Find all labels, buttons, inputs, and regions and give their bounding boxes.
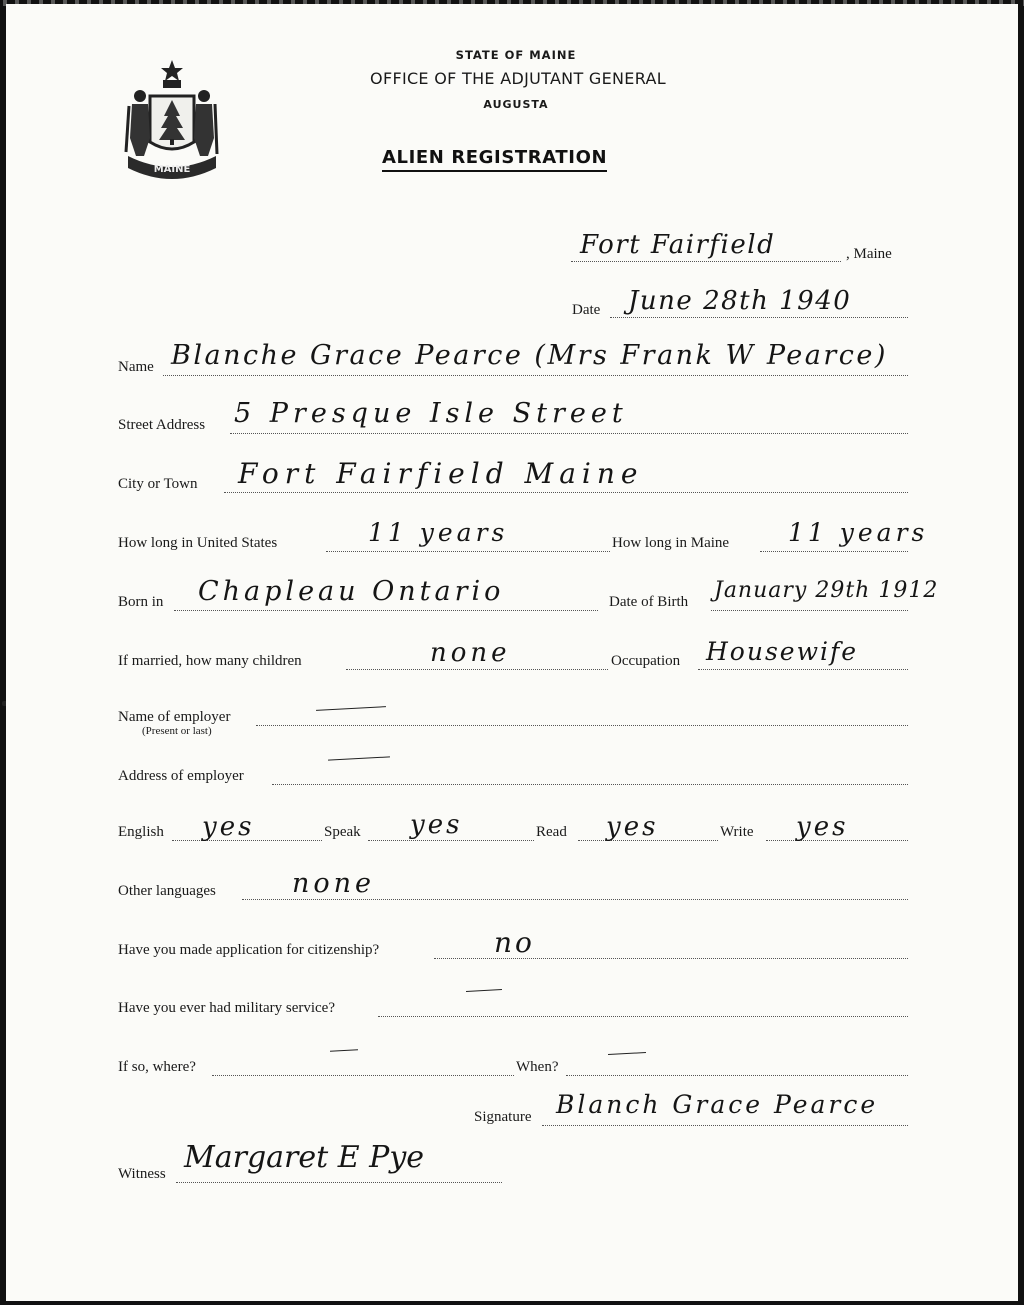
employer-name-line [256,725,908,726]
employer-address-line [272,784,908,785]
street-address-value: 5 Presque Isle Street [234,398,628,429]
registration-form [6,4,1018,1301]
signature-label: Signature [474,1109,532,1125]
date-value: June 28th 1940 [628,286,852,316]
how-long-maine-line [760,551,908,552]
english-value: yes [202,812,255,842]
maine-seal [120,56,224,182]
how-long-us-label: How long in United States [118,535,278,551]
read-value: yes [606,812,659,842]
other-languages-label: Other languages [118,883,216,899]
employer-name-label: Name of employer [118,709,231,725]
occupation-value: Housewife [706,637,859,666]
date-of-birth-line [711,610,908,611]
speak-line [368,840,534,841]
city-line [224,492,908,493]
citizenship-value: no [494,926,535,959]
header-city: AUGUSTA [483,98,549,111]
city-value: Fort Fairfield Maine [238,457,644,490]
where-label: If so, where? [118,1059,196,1075]
other-languages-value: none [292,868,376,899]
when-line [566,1075,908,1076]
header-state: STATE OF MAINE [455,48,577,62]
witness-value: Margaret E Pye [184,1140,425,1175]
occupation-line [698,669,908,670]
where-value [330,1049,358,1051]
employer-name-value [316,706,386,711]
children-line [346,669,608,670]
english-label: English [118,824,164,840]
name-line [163,375,908,376]
employer-address-value [328,756,390,760]
how-long-maine-label: How long in Maine [612,535,730,551]
signature-line [542,1125,908,1126]
city-label: City or Town [118,476,198,492]
date-of-birth-label: Date of Birth [609,594,689,610]
date-label: Date [572,302,601,318]
write-label: Write [720,824,754,840]
name-label: Name [118,359,154,375]
witness-label: Witness [118,1166,166,1182]
speak-label: Speak [324,824,361,840]
speak-value: yes [410,810,463,840]
military-line [378,1016,908,1017]
where-line [212,1075,514,1076]
employer-name-sublabel: (Present or last) [142,725,212,737]
street-address-line [230,433,908,434]
children-label: If married, how many children [118,653,302,669]
how-long-us-line [326,551,610,552]
military-value [466,989,502,992]
name-value: Blanche Grace Pearce (Mrs Frank W Pearce) [171,340,888,371]
citizenship-label: Have you made application for citizenship? [118,942,380,958]
employer-address-label: Address of employer [118,768,244,784]
place-value: Fort Fairfield [580,230,776,260]
street-address-label: Street Address [118,417,206,433]
born-in-line [174,610,598,611]
how-long-maine-value: 11 years [788,518,929,547]
place-line [571,261,841,262]
form-title: ALIEN REGISTRATION [382,147,607,172]
when-label: When? [516,1059,559,1075]
when-value [608,1052,646,1055]
date-of-birth-value: January 29th 1912 [714,578,939,603]
read-label: Read [536,824,567,840]
military-label: Have you ever had military service? [118,1000,335,1016]
witness-line [176,1182,502,1183]
other-languages-line [242,899,908,900]
svg-text:MAINE: MAINE [153,164,191,175]
date-line [610,317,908,318]
occupation-label: Occupation [611,653,681,669]
write-value: yes [796,812,849,842]
born-in-label: Born in [118,594,164,610]
born-in-value: Chapleau Ontario [198,576,505,607]
header-office: OFFICE OF THE ADJUTANT GENERAL [370,69,666,88]
signature-value: Blanch Grace Pearce [556,1090,879,1119]
children-value: none [430,638,511,668]
place-suffix: , Maine [846,246,892,262]
how-long-us-value: 11 years [368,518,509,547]
